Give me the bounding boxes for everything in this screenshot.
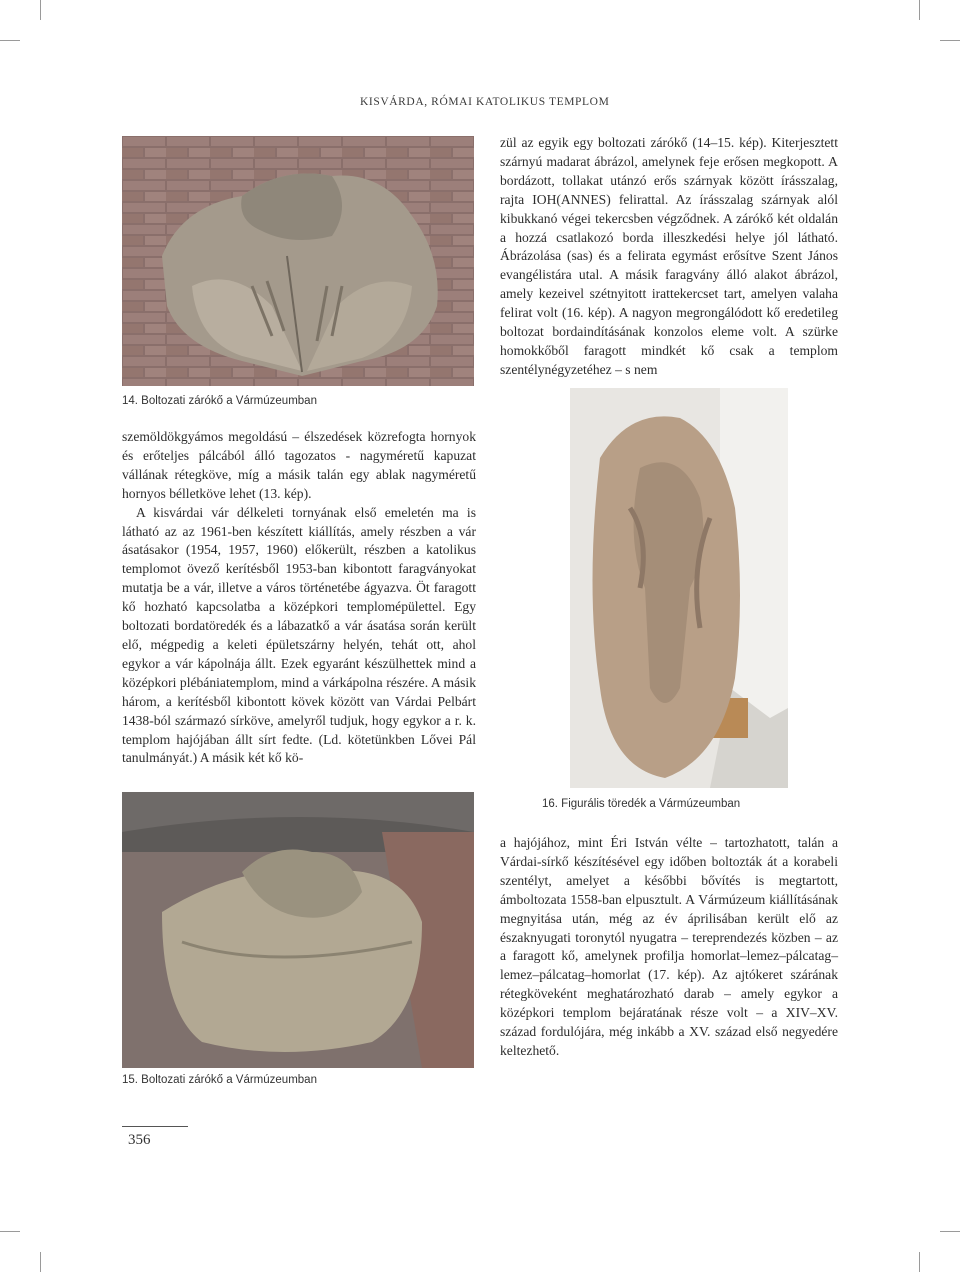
crop-mark	[919, 1252, 920, 1272]
crop-mark	[0, 1231, 20, 1232]
text-column-right-top	[500, 134, 838, 380]
crop-mark	[0, 40, 20, 41]
crop-mark	[40, 0, 41, 20]
figure-14-caption: 14. Boltozati zárókő a Vármúzeumban	[122, 395, 317, 407]
text-column-right-bottom	[500, 834, 838, 1061]
figure-16-photo	[570, 388, 788, 788]
paragraph: a hajójához, mint Éri István vélte – tartozhatott, talán a Várdai-sírkő készítésével egy időben boltozták át a korabeli szentélyt, amelyet a későbbi bővítés is megtartott, ámboltozata 1558-ban elpusztult. A Vármúzeum kiállításának megnyitása után, még az év áprilisában került elő az északnyugati toronytól nyugatra – tereprendezés közben – az a faragott kő, amelynek profilja homorlat–lemez–pálcatag–lemez–pálcatag–homorlat (17. kép). Az ajtókeret szárának rétegköveként meghatározható darab – amely egykor a középkori templom bejáratának része volt – a XIV–XV. század fordulójára, még inkább a XV. század első negyedére keltezhető.	[500, 835, 838, 1058]
paragraph: szemöldökgyámos megoldású – élszedések közrefogta hornyok és erőteljes pálcából álló tagozatos - nagyméretű kapuzat vállának rétegköve, míg a másik talán egy ablak nagyméretű hornyos bélletköve lehet (13. kép).	[122, 429, 476, 501]
figure-15-caption: 15. Boltozati zárókő a Vármúzeumban	[122, 1074, 317, 1086]
crop-mark	[919, 0, 920, 20]
paragraph: zül az egyik egy boltozati zárókő (14–15. kép). Kiterjesztett szárnyú madarat ábrázol, amelynek feje erősen megkopott. A bordázott, tollakat utánzó erős szárnyak között írásszalag, rajta IOH(ANNES) felirattal. Az írásszalag szárnyak alól kibukkanó végei tekercsben végződnek. A zárókő két oldalán a hozzá csatlakozó borda illeszkedési helye jól látható. Ábrázolása (sas) és a felirata egymást erősítve Szent János evangélistára utal. A másik faragvány álló alakot ábrázol, amely kezeivel szétnyitott irattekercset tart, amelyen valaha felirat volt (16. kép). A nagyon megrongálódott kő eredetileg boltozat bordaindításának konzolos eleme volt. A szürke homokkőből faragott mindkét kő csak a templom szentélynégyzetéhez – s nem	[500, 135, 838, 377]
figure-15-photo	[122, 792, 474, 1068]
text-column-left	[122, 428, 476, 768]
folio-rule	[122, 1126, 188, 1127]
paragraph: A kisvárdai vár délkeleti tornyának első emeletén ma is látható az az 1961-ben készített kiállítás, amely részben a vár ásatásakor (1954, 1957, 1960) előkerült, részben a katolikus templomot övező kerítésből 1953-ban kibontott faragványokat mutatja be a vár, illetve a város történetébe ágyazva. Öt faragott kő hozható kapcsolatba a középkori templomépülettel. Egy boltozati bordatöredék és a lábazatkő a vár ásatása során került elő, mégpedig a keleti épületszárny helyén, tehát ott, ahol egykor a vár kápolnája állt. Ezek egyaránt készülhettek mind a középkori plébániatemplom, mind a várkápolna részére. A másik három, a kerítésből kibontott kövek között van Várdai Pelbárt 1438-ból származó sírköve, amelyről tudjuk, hogy egykor a r. k. templom hajójában állt sírt fedte. (Ld. kötetünkben Lővei Pál tanulmányát.) A másik két kő kö-	[122, 504, 476, 766]
running-head: KISVÁRDA, RÓMAI KATOLIKUS TEMPLOM	[360, 96, 610, 108]
figure-14-photo	[122, 136, 474, 386]
crop-mark	[40, 1252, 41, 1272]
crop-mark	[940, 1231, 960, 1232]
page-number: 356	[128, 1132, 151, 1148]
figure-16-caption: 16. Figurális töredék a Vármúzeumban	[542, 798, 741, 810]
crop-mark	[940, 40, 960, 41]
